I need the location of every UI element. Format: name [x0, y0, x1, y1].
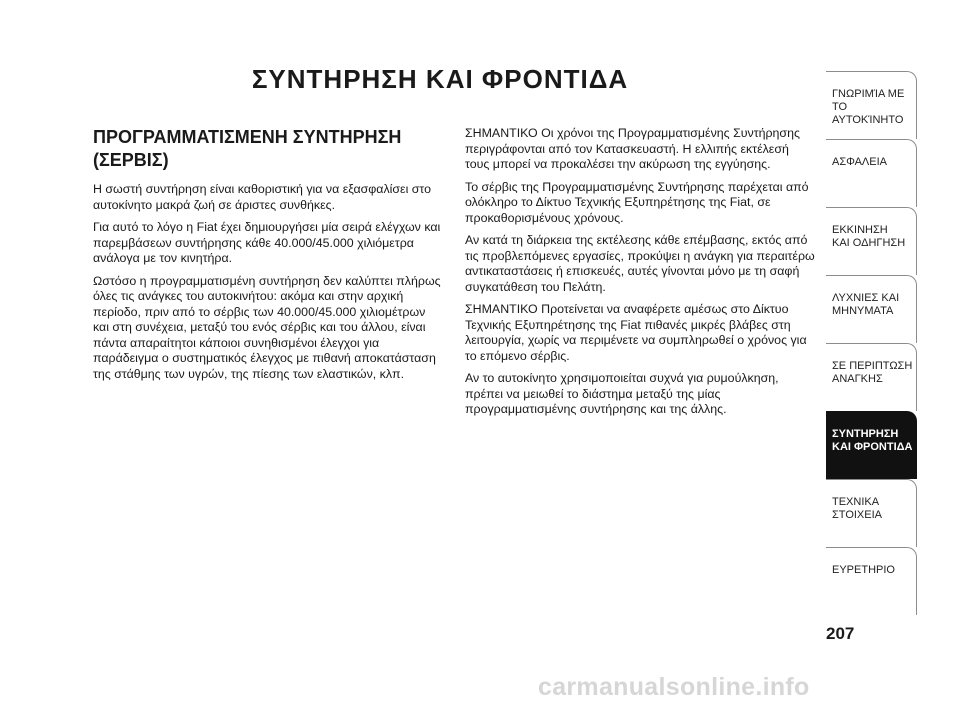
tab-label: ΛΥΧΝΙΕΣ ΚΑΙ ΜΗΝΥΜΑΤΑ	[832, 292, 900, 317]
tab-label: ΕΚΚΙΝΗΣΗ ΚΑΙ ΟΔΗΓΗΣΗ	[832, 224, 906, 249]
paragraph: Ωστόσο η προγραμματισμένη συντήρηση δεν καλύπτει πλήρως όλες τις ανάγκες του αυτοκινήτου: ακόμα και στην αρχική περίοδο, πριν από το σέρβις των 40.000/45.000 χιλιομέτρων και στη συνέχεια, μεταξύ του ενός σέρβις και του άλλου, είναι πάντα απαραίτητοι κάποιοι συνηθισμένοι έλεγχοι για παράδειγμα ο συστηματικός έλεγχος με πιθανή αποκατάσταση της στάθμης των υγρών, της πίεσης των ελαστικών, κλπ.	[93, 273, 441, 381]
tab-index[interactable]	[826, 547, 917, 615]
paragraph: Για αυτό το λόγο η Fiat έχει δημιουργήσει μία σειρά ελέγχων και παρεμβάσεων συντήρησης κάθε 40.000/45.000 χιλιόμετρα ανάλογα με τον κινητήρα.	[93, 220, 441, 265]
tab-starting-and-driving[interactable]	[826, 207, 917, 275]
tab-label: ΓΝΩΡΙΜΊΑ ΜΕ ΤΟ ΑΥΤΟΚΊΝΗΤΟ	[832, 88, 905, 126]
tab-maintenance-and-care[interactable]	[826, 411, 917, 479]
tab-label: ΣΕ ΠΕΡΙΠΤΩΣΗ ΑΝΑΓΚΗΣ	[832, 360, 913, 385]
paragraph: Η σωστή συντήρηση είναι καθοριστική για να εξασφαλίσει στο αυτοκίνητο μακρά ζωή σε άριστες συνθήκες.	[93, 182, 432, 212]
tab-in-an-emergency[interactable]	[826, 343, 917, 411]
tab-label: ΕΥΡΕΤΗΡΙΟ	[832, 564, 895, 576]
right-column	[465, 126, 815, 425]
page-number: 207	[826, 624, 855, 643]
paragraph: ΣΗΜΑΝΤΙΚΟ Προτείνεται να αναφέρετε αμέσως στο Δίκτυο Τεχνικής Εξυπηρέτησης της Fiat πιθανές μικρές βλάβες στη λειτουργία, χωρίς να περιμένετε να συμπληρωθεί ο χρόνος για το επόμενο σέρβις.	[465, 302, 807, 363]
tab-safety[interactable]	[826, 139, 917, 207]
tab-label: ΤΕΧΝΙΚΑ ΣΤΟΙΧΕΙΑ	[832, 496, 882, 521]
tab-warning-lights-and-messages[interactable]	[826, 275, 917, 343]
watermark: carmanualsonline.info	[538, 673, 810, 701]
tab-label: ΑΣΦΑΛΕΙΑ	[832, 156, 888, 168]
section-heading: ΠΡΟΓΡΑΜΜΑΤΙΣΜΕΝΗ ΣΥΝΤΗΡΗΣΗ (ΣΕΡΒΙΣ)	[93, 127, 402, 170]
page-title: ΣΥΝΤΗΡΗΣΗ ΚΑΙ ΦΡΟΝΤΙΔΑ	[251, 64, 629, 94]
tab-technical-specifications[interactable]	[826, 479, 917, 547]
paragraph: Αν κατά τη διάρκεια της εκτέλεσης κάθε επέμβασης, εκτός από τις προβλεπόμενες εργασίες, προκύψει η ανάγκη για περαιτέρω αντικαταστάσεις ή επισκευές, αυτές γίνονται μόνο με τη σαφή συγκατάθεση του Πελάτη.	[465, 233, 815, 294]
left-column	[93, 126, 443, 389]
tab-getting-to-know-car[interactable]	[826, 71, 917, 139]
paragraph: Αν το αυτοκίνητο χρησιμοποιείται συχνά για ρυμούλκηση, πρέπει να μειωθεί το διάστημα μεταξύ της μίας προγραμματισμένης συντήρησης και της άλλης.	[465, 371, 779, 416]
paragraph: Το σέρβις της Προγραμματισμένης Συντήρησης παρέχεται από ολόκληρο το Δίκτυο Τεχνικής Εξυπηρέτησης της Fiat, σε προκαθορισμένους χρόνους.	[465, 179, 809, 225]
paragraph: ΣΗΜΑΝΤΙΚΟ Οι χρόνοι της Προγραμματισμένης Συντήρησης περιγράφονται από τον Κατασκευαστή. Η ελλιπής εκτέλεσή τους μπορεί να προκαλέσει την ακύρωση της εγγύησης.	[465, 126, 800, 171]
chapter-tabs	[826, 71, 918, 616]
tab-label: ΣΥΝΤΗΡΗΣΗ ΚΑΙ ΦΡΟΝΤΙΔΑ	[832, 428, 913, 453]
